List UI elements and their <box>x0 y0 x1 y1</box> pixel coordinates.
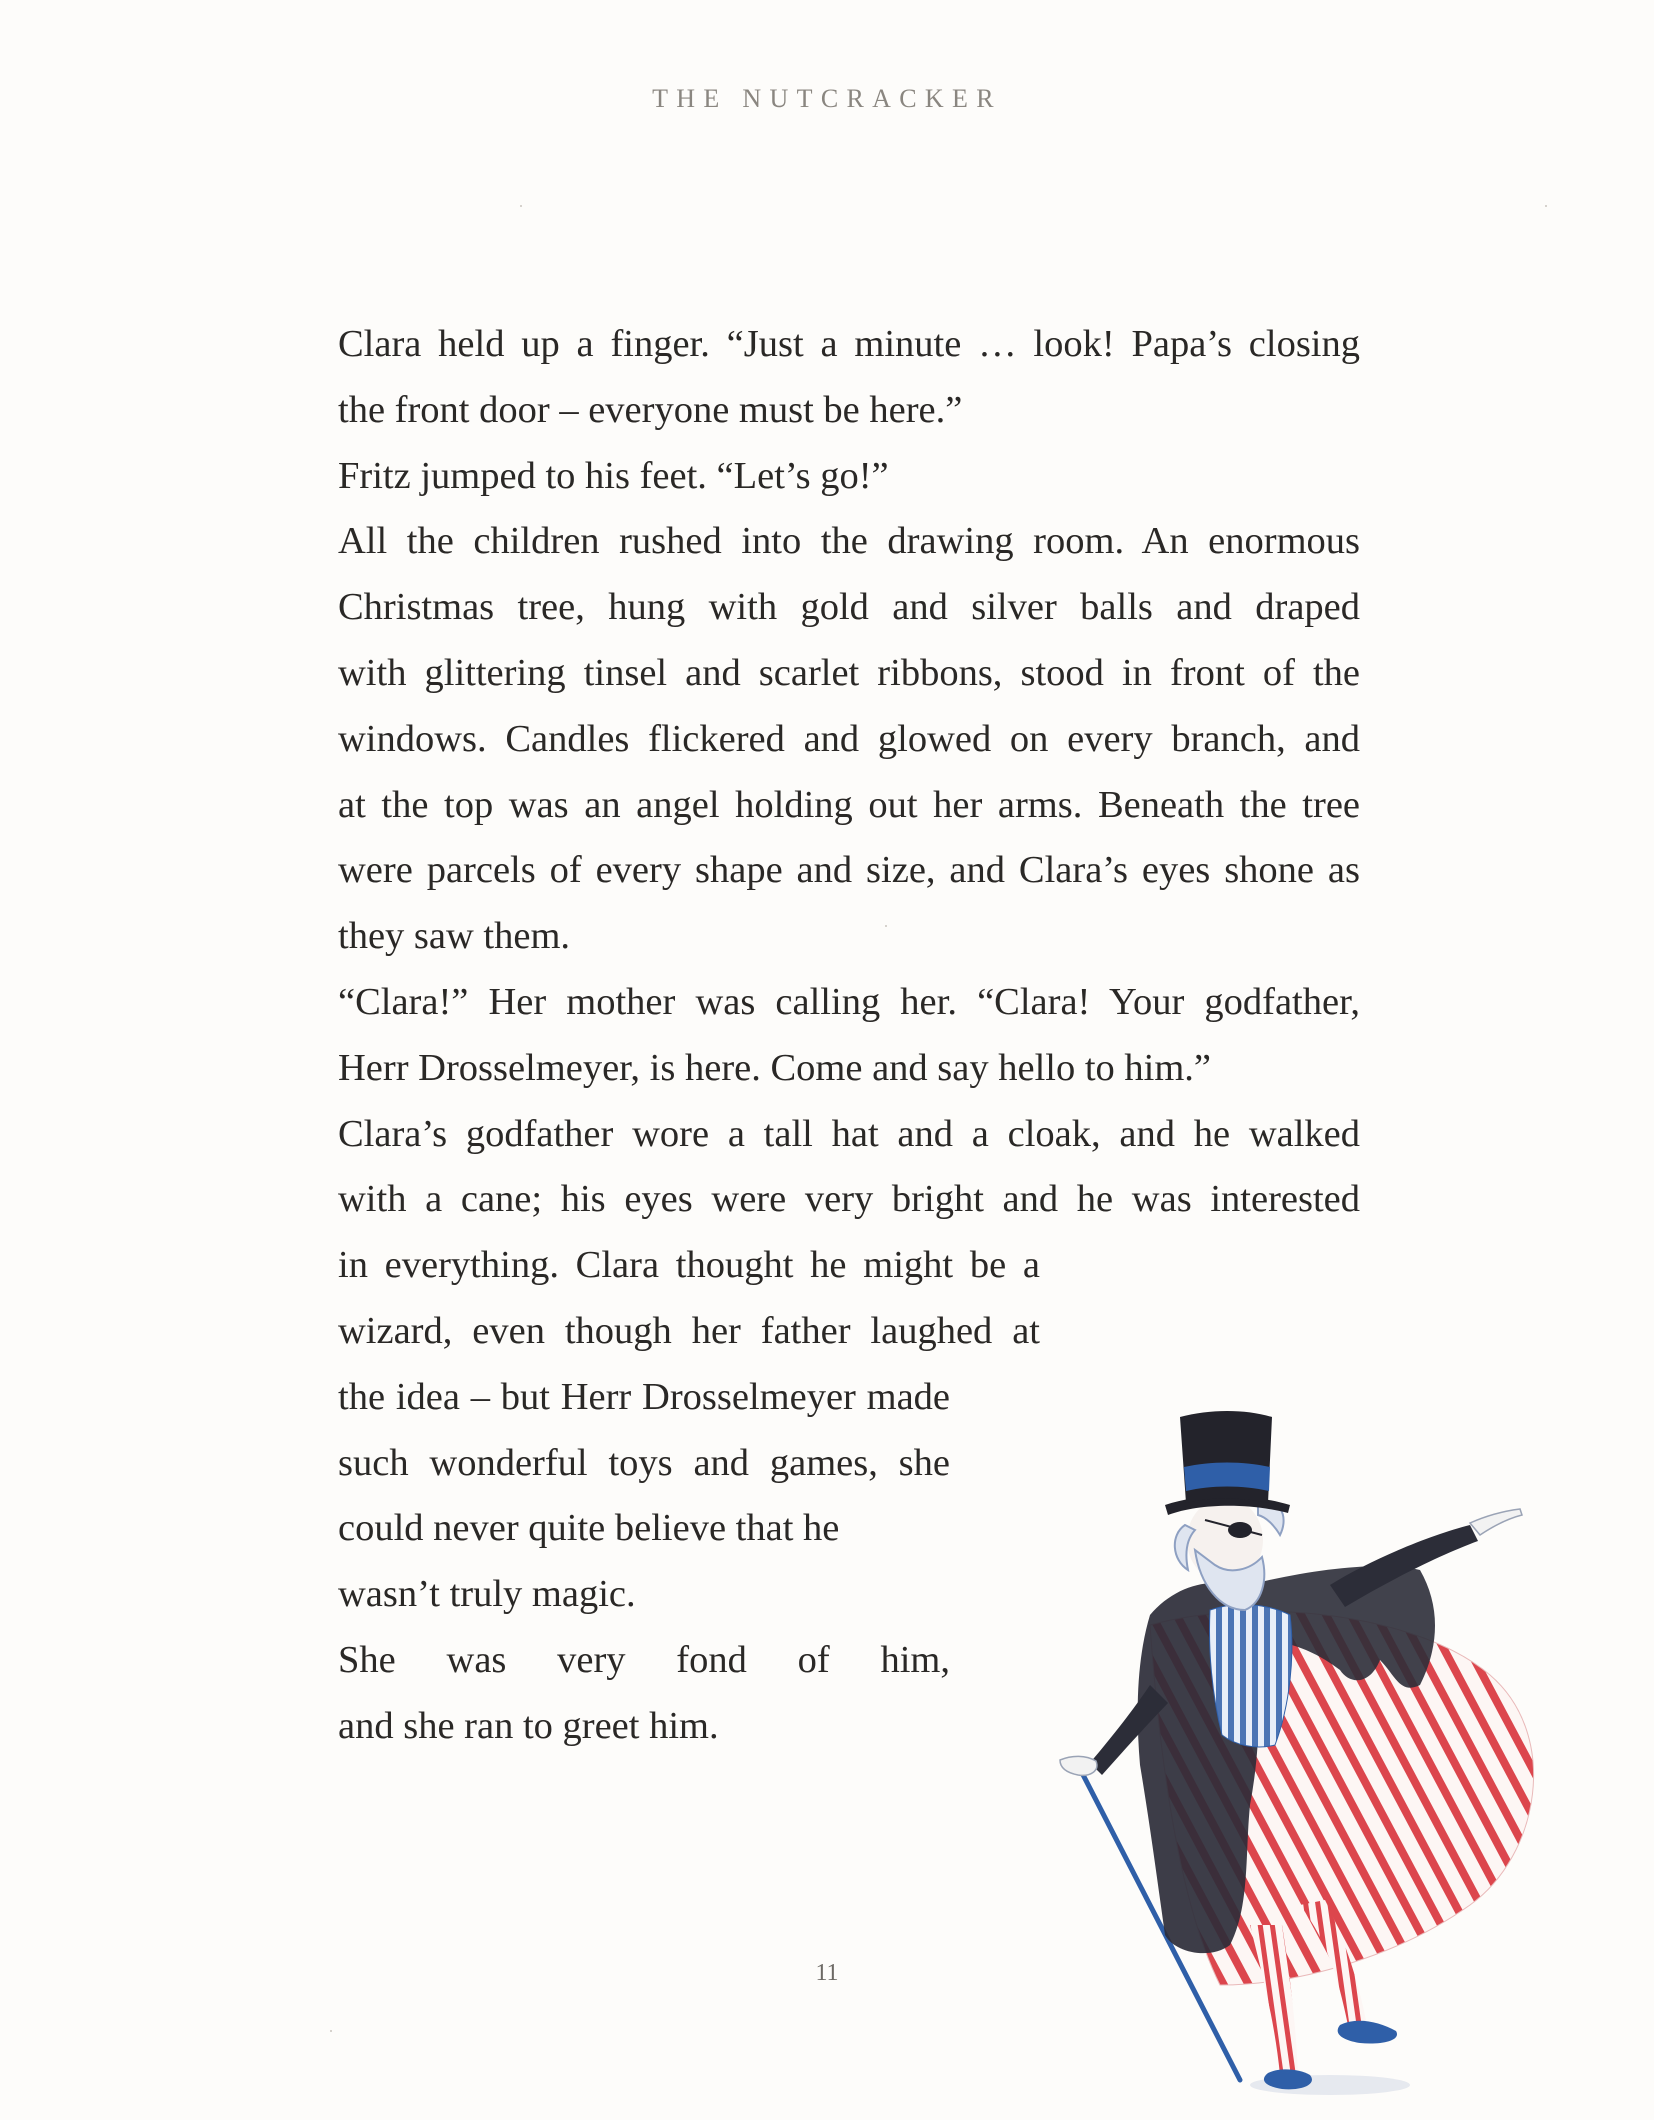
left-hand <box>1060 1756 1097 1775</box>
right-hand <box>1470 1509 1522 1535</box>
text-line: could never quite believe that he <box>338 1507 840 1550</box>
text-line: the front door – everyone must be here.” <box>338 388 963 431</box>
text-line: wizard, even though her father laughed at <box>338 1309 1040 1352</box>
text-line: such wonderful toys and games, she <box>338 1441 950 1484</box>
paper-speck <box>1545 205 1547 207</box>
text-line: Clara held up a finger. “Just a minute … look! Papa’s closing <box>338 323 1360 365</box>
paper-speck <box>520 205 522 207</box>
illustration-svg <box>1000 1385 1620 2115</box>
text-line: She was very fond of him, <box>338 1638 950 1681</box>
text-line: in everything. Clara thought he might be a <box>338 1244 1040 1287</box>
paper-speck <box>885 925 887 927</box>
waistcoat <box>1210 1605 1292 1747</box>
page-number: 11 <box>815 1960 839 1986</box>
text-line: at the top was an angel holding out her arms. Beneath the tree <box>338 783 1360 826</box>
text-line: with glittering tinsel and scarlet ribbons, stood in front of the <box>338 651 1360 694</box>
right-shoe <box>1338 2021 1397 2044</box>
paragraph-4 <box>295 970 1360 1102</box>
text-line: with a cane; his eyes were very bright and he was interested <box>338 1178 1360 1221</box>
text-line: wasn’t truly magic. <box>338 1573 636 1616</box>
text-line: Fritz jumped to his feet. “Let’s go!” <box>338 454 889 497</box>
paper-speck <box>330 2030 332 2032</box>
paragraph-2 <box>295 444 1360 510</box>
drosselmeyer-illustration <box>1000 1385 1620 2120</box>
text-line: and she ran to greet him. <box>338 1704 719 1747</box>
text-line: Herr Drosselmeyer, is here. Come and say hello to him.” <box>338 1046 1212 1089</box>
running-head: THE NUTCRACKER <box>652 84 1002 113</box>
text-line: “Clara!” Her mother was calling her. “Clara! Your godfather, <box>338 980 1360 1023</box>
text-line: All the children rushed into the drawing room. An enormous <box>338 520 1360 563</box>
text-line: the idea – but Herr Drosselmeyer made <box>338 1375 950 1418</box>
text-line: Christmas tree, hung with gold and silver balls and draped <box>338 586 1360 629</box>
paragraph-3 <box>295 509 1360 970</box>
text-line: they saw them. <box>338 915 571 958</box>
text-line: were parcels of every shape and size, and Clara’s eyes shone as <box>338 849 1360 892</box>
text-line: Clara’s godfather wore a tall hat and a cloak, and he walked <box>338 1112 1360 1155</box>
paragraph-1 <box>295 312 1360 444</box>
text-line: windows. Candles flickered and glowed on every branch, and <box>338 717 1360 760</box>
